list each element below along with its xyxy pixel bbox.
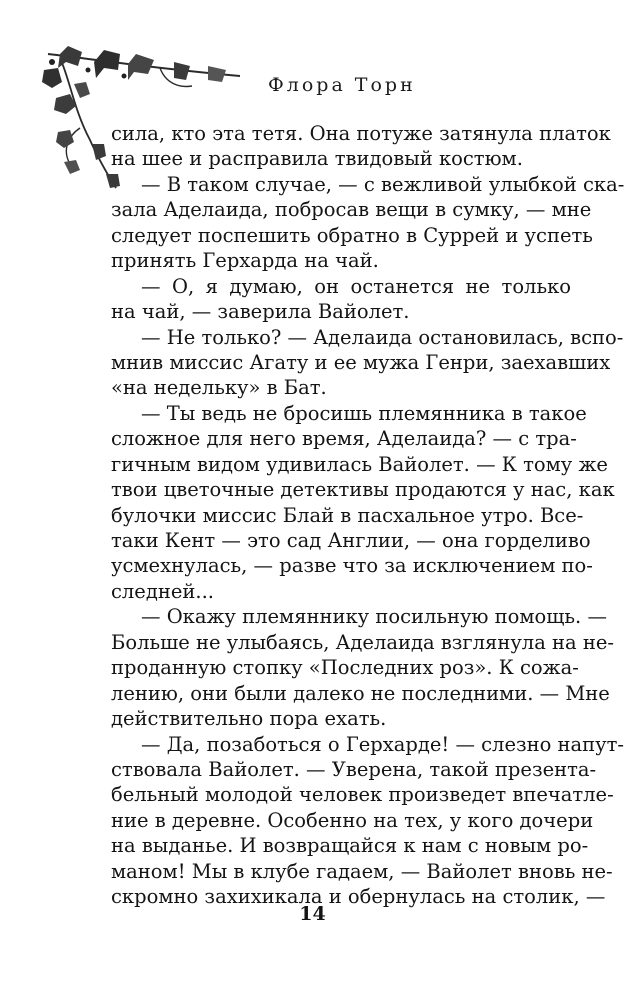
text-line: «на недельку» в Бат. xyxy=(111,376,327,400)
text-line: маном! Мы в клубе гадаем, — Вайолет вновь не- xyxy=(111,859,613,883)
text-line: бельный молодой человек произведет впечатле- xyxy=(111,783,614,807)
text-line: твои цветочные детективы продаются у нас, как xyxy=(111,478,615,502)
text-line: принять Герхарда на чай. xyxy=(111,249,379,273)
text-line: усмехнулась, — разве что за исключением по- xyxy=(111,554,593,578)
text-line: гичным видом удивилась Вайолет. — К тому же xyxy=(111,452,608,476)
text-line: — Ты ведь не бросишь племянника в такое xyxy=(141,401,587,425)
running-header: Флора Торн xyxy=(268,74,416,96)
text-line: булочки миссис Блай в пасхальное утро. Все- xyxy=(111,503,584,527)
text-line: сила, кто эта тетя. Она потуже затянула платок xyxy=(111,122,611,145)
text-line: зала Аделаида, побросав вещи в сумку, — мне xyxy=(111,198,592,222)
text-line: — Да, позаботься о Герхарде! — слезно напут- xyxy=(141,732,625,756)
text-line: — Окажу племяннику посильную помощь. — xyxy=(141,605,607,629)
text-line: лению, они были далеко не последними. — Мне xyxy=(111,681,610,705)
text-line: на чай, — заверила Вайолет. xyxy=(111,300,410,324)
body-text xyxy=(111,121,625,910)
text-line: скромно захихикала и обернулась на столик, — xyxy=(111,885,606,909)
text-line: таки Кент — это сад Англии, — она горделиво xyxy=(111,529,591,552)
text-line: на выданье. И возвращайся к нам с новым ро- xyxy=(111,834,589,858)
text-line: — В таком случае, — с вежливой улыбкой ска- xyxy=(141,172,625,196)
page-number: 14 xyxy=(299,903,326,925)
text-line: ствовала Вайолет. — Уверена, такой презента- xyxy=(111,757,597,781)
text-line: действительно пора ехать. xyxy=(111,707,387,731)
text-line: мнив миссис Агату и ее мужа Генри, заехавших xyxy=(111,350,611,374)
text-line: — Не только? — Аделаида остановилась, вспо- xyxy=(141,325,624,349)
text-line: Больше не улыбаясь, Аделаида взглянула на не- xyxy=(111,630,614,654)
text-line: сложное для него время, Аделаида? — с тра- xyxy=(111,427,577,451)
text-line: ние в деревне. Особенно на тех, у кого дочери xyxy=(111,808,594,832)
text-line: проданную стопку «Последних роз». К сожа- xyxy=(111,656,579,680)
text-line: следует поспешить обратно в Суррей и успеть xyxy=(111,223,593,247)
text-line: — О, я думаю, он останется не только xyxy=(141,274,571,298)
text-line: на шее и расправила твидовый костюм. xyxy=(111,147,523,171)
text-line: следней... xyxy=(111,579,214,603)
